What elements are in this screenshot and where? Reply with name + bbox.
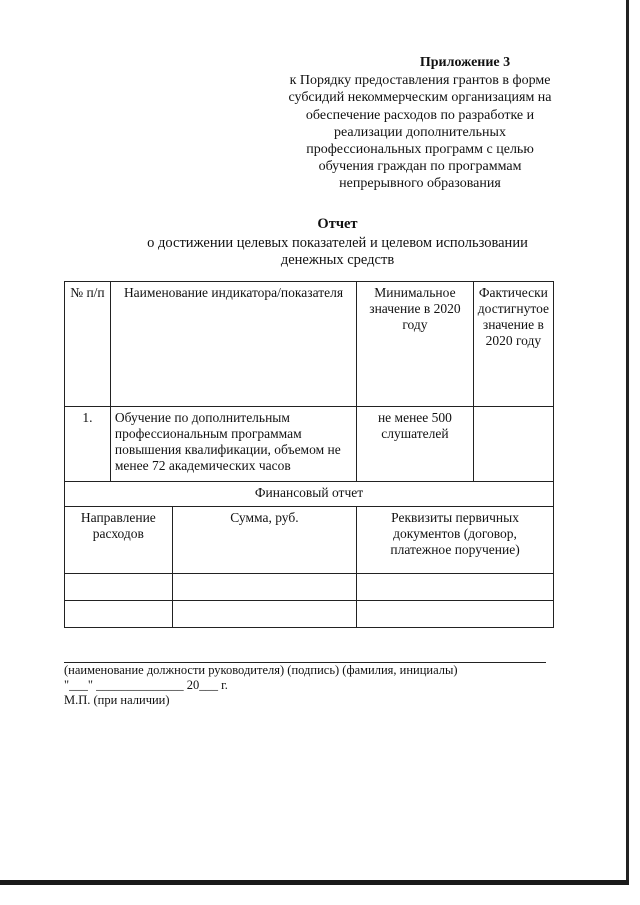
table-row — [65, 407, 554, 482]
cell-sum[interactable] — [172, 574, 356, 601]
financial-report-title-row — [65, 482, 554, 507]
cell-direction[interactable] — [65, 601, 173, 628]
appendix-line: профессиональных программ с целью — [306, 142, 534, 158]
table-row — [65, 601, 554, 628]
appendix-line: непрерывного образования — [339, 176, 501, 192]
signature-caption: (наименование должности руководителя) (подпись) (фамилия, инициалы) — [64, 663, 458, 677]
appendix-block — [270, 54, 570, 193]
header-sum: Сумма, руб. — [172, 507, 356, 574]
report-subtitle-line: о достижении целевых показателей и целевом использовании — [147, 234, 528, 251]
page-edge-bottom — [0, 880, 629, 885]
cell-details[interactable] — [357, 601, 554, 628]
appendix-line: к Порядку предоставления грантов в форме — [289, 73, 551, 89]
signature-block — [64, 663, 554, 708]
financial-header-row — [65, 507, 554, 574]
appendix-line: обучения граждан по программам — [318, 159, 522, 175]
report-title: Отчет — [317, 216, 358, 232]
header-fact-value: Фактически достигнутое значение в 2020 году — [473, 282, 553, 407]
cell-details[interactable] — [357, 574, 554, 601]
stamp-label: М.П. (при наличии) — [64, 693, 170, 707]
row-indicator-name: Обучение по дополнительным профессиональным программам повышения квалификации, объемом не менее 72 академических часов — [110, 407, 356, 482]
appendix-line: реализации дополнительных — [334, 124, 506, 140]
row-min-value: не менее 500 слушателей — [357, 407, 474, 482]
financial-report-title: Финансовый отчет — [65, 482, 554, 507]
header-direction: Направление расходов — [65, 507, 173, 574]
cell-sum[interactable] — [172, 601, 356, 628]
appendix-line: обеспечение расходов по разработке и — [305, 107, 535, 123]
header-details: Реквизиты первичных документов (договор, платежное поручение) — [357, 507, 554, 574]
row-fact-value[interactable] — [473, 407, 553, 482]
indicators-header-row — [65, 282, 554, 407]
appendix-title: Приложение 3 — [419, 55, 511, 70]
report-heading — [60, 216, 615, 270]
header-indicator-name: Наименование индикатора/показателя — [110, 282, 356, 407]
date-line: "___" ______________ 20___ г. — [64, 678, 228, 692]
header-min-value: Минимальное значение в 2020 году — [357, 282, 474, 407]
row-num: 1. — [65, 407, 111, 482]
cell-direction[interactable] — [65, 574, 173, 601]
header-num: № п/п — [65, 282, 111, 407]
table-row — [65, 574, 554, 601]
report-subtitle-line: денежных средств — [280, 252, 395, 268]
page-edge-right — [626, 0, 629, 882]
appendix-line: субсидий некоммерческим организациям на — [288, 90, 552, 106]
report-table — [64, 281, 554, 628]
